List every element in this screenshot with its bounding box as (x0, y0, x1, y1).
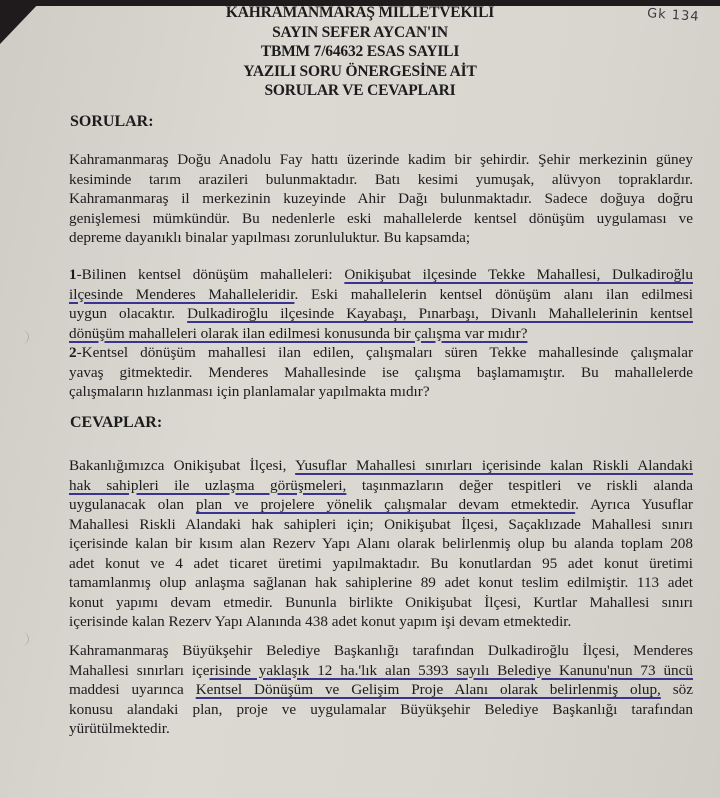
text-line: adet konut ve 4 adet ticaret üretimi yapılmaktadır. Bu konutlardan 95 adet konut üretimi (69, 554, 693, 572)
text-span: . Ayrıca Yusuflar (575, 496, 693, 513)
text-line: konusu alandaki plan, proje ve uygulamalar Büyükşehir Belediye Başkanlığı tarafından (69, 700, 693, 718)
questions-intro (69, 150, 693, 248)
text-line (69, 661, 693, 681)
text-line (69, 343, 693, 363)
header-line: YAZILI SORU ÖNERGESİNE AİT (243, 62, 477, 80)
text-span: -Bilinen kentsel dönüşüm mahalleleri: (76, 266, 345, 283)
document-header (0, 3, 720, 101)
text-line: Kahramanmaraş il merkezinin kuzeyinde Ahir Dağı bulunmaktadır. Sadece doğuya doğru (69, 190, 693, 207)
underlined-text: Onikişubat ilçesinde Tekke Mahallesi, Dulkadiroğlu (344, 266, 693, 283)
underlined-text: Dulkadiroğlu ilçesinde Kayabaşı, Pınarbaşı, Divanlı Mahallelerinin kentsel (187, 305, 693, 322)
text-span: taşınmazların değer tespitleri ve riskli alanda (346, 476, 693, 494)
text-span: -Kentsel dönüşüm mahallesi ilan edilen, çalışmaları süren Tekke mahallesinde çalışmalar (76, 344, 693, 361)
text-line: yavaş gitmektedir. Menderes Mahallesinde ise çalışma başlamamıştır. Bu mahallelerde (69, 363, 693, 381)
answer-paragraph-1 (69, 456, 693, 632)
underlined-text: Kentsel Dönüşüm ve Gelişim Proje Alanı olarak belirlenmiş olup, (195, 681, 661, 698)
question-number: 1 (69, 266, 77, 283)
underlined-text: Yusuflar Mahallesi sınırları içerisinde kalan Riskli Alandaki (295, 457, 693, 474)
question-1 (69, 265, 693, 343)
text-line (69, 495, 693, 515)
underlined-text: plan ve projelere yönelik çalışmalar devam etmektedir (195, 496, 576, 513)
underlined-text: dönüşüm mahalleleri olarak ilan edilmesi konusunda bir çalışma var mıdır? (69, 324, 528, 342)
text-line: yürütülmektedir. (69, 720, 170, 737)
question-2 (69, 343, 693, 402)
answer-paragraph-2 (69, 641, 693, 739)
text-line (69, 304, 693, 324)
text-line: depreme dayanıklı binalar yapılması zorunluluktur. Bu kapsamda; (69, 229, 471, 246)
text-line: Mahallesi Riskli Alandaki hak sahipleri için; Onikişubat İlçesi, Saçaklızade Mahallesi sınırı (69, 515, 693, 533)
text-line: kesiminde tarım arazileri bulunmaktadır. Batı kesimi yumuşak, alüvyon topraklardır. (69, 170, 693, 188)
text-line: Kahramanmaraş Büyükşehir Belediye Başkanlığı tarafından Dulkadiroğlu İlçesi, Menderes (69, 642, 693, 659)
text-span: Bakanlığımızca Onikişubat İlçesi, (69, 457, 296, 474)
text-line: çalışmaların hızlanması için planlamalar yapılmakta mıdır? (69, 383, 430, 400)
text-line (69, 680, 693, 700)
text-line: Kahramanmaraş Doğu Anadolu Fay hattı üzerinde kadim bir şehirdir. Şehir merkezinin güney (69, 151, 693, 168)
underlined-text: ilçesinde Menderes Mahalleleridir (69, 285, 295, 303)
text-line (69, 476, 693, 496)
header-line: SAYIN SEFER AYCAN'IN (272, 23, 448, 41)
header-line: KAHRAMANMARAŞ MİLLETVEKİLİ (225, 4, 495, 21)
text-line: genişlemesi mümkündür. Bu nedenlerle eski mahallelerde kentsel dönüşüm uygulaması ve (69, 209, 693, 227)
underlined-text: risinde yaklaşık 12 ha.'lık alan 5393 sayılı Belediye Kanunu'nun 73 üncü (209, 661, 693, 679)
text-line (69, 324, 693, 344)
text-span: maddesi uyarınca (69, 681, 196, 698)
text-line: içerisinde kalan bir kısım alan Rezerv Yapı Alanı olarak belirlenmiş olup bu alanda toplam 208 (69, 535, 693, 552)
text-line (69, 285, 693, 305)
text-span: uygun olacaktır. (69, 305, 188, 322)
text-line (69, 265, 693, 285)
text-span: Mahallesi sınırları içe (69, 661, 210, 679)
header-line: TBMM 7/64632 ESAS SAYILI (260, 43, 460, 60)
text-line (69, 456, 693, 476)
question-number: 2 (69, 344, 77, 361)
text-line: konut yapımı devam etmedir. Bununla birlikte Onikişubat İlçesi, Kurtlar Mahallesi sınırı (69, 593, 693, 611)
answers-title: CEVAPLAR: (70, 414, 163, 431)
text-span: . Eski mahallelerin kentsel dönüşüm alanı ilan edilmesi (294, 285, 693, 303)
handwritten-note: Gk 134 (646, 6, 701, 25)
text-line: içerisinde kalan Rezerv Yapı Alanında 438 adet konut yapım işi devam etmektedir. (69, 613, 572, 630)
text-line: tamamlanmış olup anlaşma sağlanan hak sahiplerine 89 adet konut teslim edilmiştir. 113 adet (69, 574, 693, 591)
text-span: söz (660, 681, 693, 698)
header-line: SORULAR VE CEVAPLARI (264, 82, 456, 99)
text-span: uygulanacak olan (69, 496, 196, 513)
underlined-text: hak sahipleri ile uzlaşma görüşmeleri, (69, 476, 347, 494)
questions-title: SORULAR: (70, 113, 154, 130)
